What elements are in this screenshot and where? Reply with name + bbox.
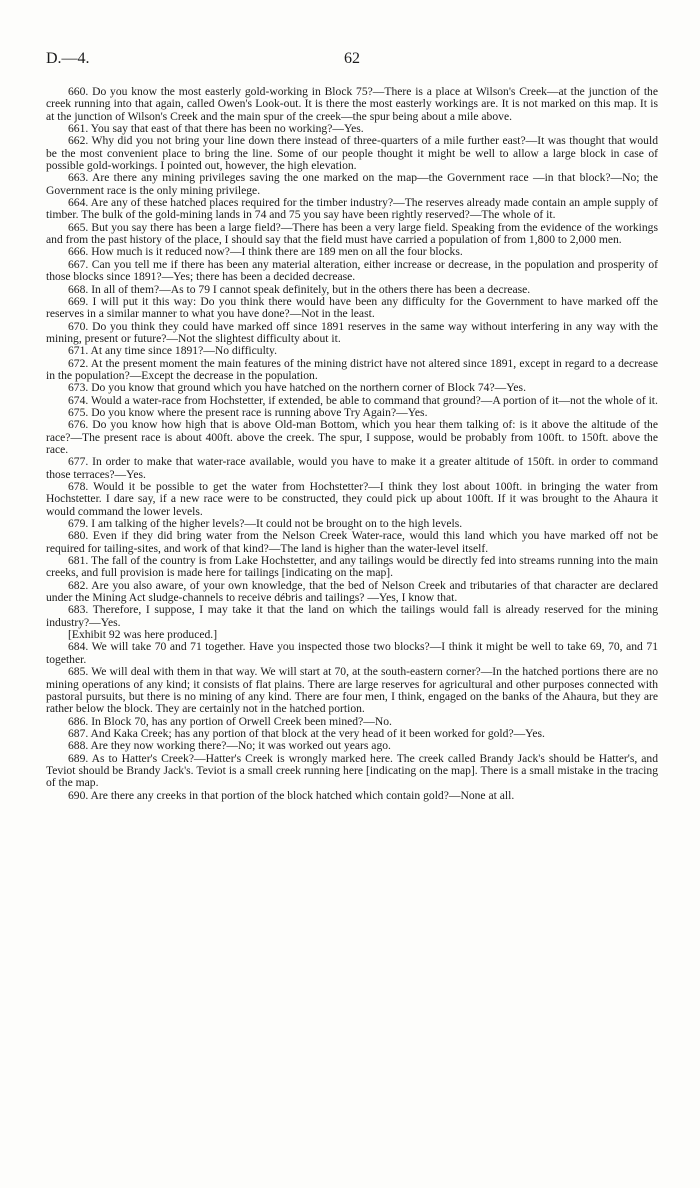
paragraph-665: 665. But you say there has been a large field?—There has been a very large field. Speaking from the evidence of the workings and from the past history of the place, I should say that the field must have carried a population of from 1,800 to 2,000 men. bbox=[46, 220, 658, 247]
page-header bbox=[46, 50, 658, 74]
paragraph-682: 682. Are you also aware, of your own knowledge, that the bed of Nelson Creek and tributaries of that character are declared under the Mining Act sludge-channels to receive débris and tailings? —Yes, I know that. bbox=[46, 578, 658, 605]
document-id: D.—4. bbox=[46, 50, 90, 67]
paragraph-674: 674. Would a water-race from Hochstetter, if extended, be able to command that ground?—A portion of it—not the whole of it. bbox=[68, 393, 658, 407]
paragraph-670: 670. Do you think they could have marked off since 1891 reserves in the same way without interfering in any way with the mining, present or future?—Not the slightest difficulty about it. bbox=[46, 319, 658, 345]
paragraph-673: 673. Do you know that ground which you have hatched on the northern corner of Block 74?—Yes. bbox=[68, 381, 526, 395]
paragraph-662: 662. Why did you not bring your line down there instead of three-quarters of a mile further east?—It was thought that would be the most convenient place to bring the line. Some of our people thought it might be well to allow a large block in case of possible gold-workings. I pointed out, however, the high elevation. bbox=[46, 134, 658, 173]
document-body bbox=[46, 86, 658, 802]
paragraph-664: 664. Are any of these hatched places required for the timber industry?—The reserves already made contain an ample supply of timber. The bulk of the gold-mining lands in 74 and 75 you say have been rightly reserved?—The whole of it. bbox=[46, 196, 658, 222]
paragraph-686: 686. In Block 70, has any portion of Orwell Creek been mined?—No. bbox=[68, 714, 392, 728]
paragraph-688: 688. Are they now working there?—No; it was worked out years ago. bbox=[68, 739, 391, 753]
page-number: 62 bbox=[344, 50, 360, 67]
paragraph-660: 660. Do you know the most easterly gold-working in Block 75?—There is a place at Wilson's Creek—at the junction of the creek running into that again, called Owen's Look-out. It is there the most easterly workings are. It is not marked on this map. It is at the junction of Wilson's Creek and the main spur of the creek—the spur being about a mile above. bbox=[46, 85, 658, 123]
paragraph-690: 690. Are there any creeks in that portion of the block hatched which contain gold?—None at all. bbox=[68, 788, 515, 802]
paragraph-672: 672. At the present moment the main features of the mining district have not altered since 1891, except in regard to a decrease in the population?—Except the decrease in the population. bbox=[46, 356, 658, 382]
paragraph-689: 689. As to Hatter's Creek?—Hatter's Creek is wrongly marked here. The creek called Brandy Jack's should be Hatter's, and Teviot should be Brandy Jack's. Teviot is a small creek running here [indicating on the map]. There is a small mistake in the tracing of the map. bbox=[46, 751, 658, 790]
exhibit-note: [Exhibit 92 was here produced.] bbox=[68, 628, 218, 642]
paragraph-677: 677. In order to make that water-race available, would you have to make it a greater altitude of 150ft. in order to command those terraces?—Yes. bbox=[46, 455, 658, 481]
paragraph-681: 681. The fall of the country is from Lake Hochstetter, and any tailings would be directly fed into streams running into the main creeks, and full provision is made here for tailings [indicating on the map]. bbox=[46, 554, 658, 580]
paragraph-684: 684. We will take 70 and 71 together. Have you inspected those two blocks?—I think it might be well to take 69, 70, and 71 together. bbox=[46, 640, 658, 666]
paragraph-668: 668. In all of them?—As to 79 I cannot speak definitely, but in the others there has been a decrease. bbox=[68, 282, 531, 296]
paragraph-666: 666. How much is it reduced now?—I think there are 189 men on all the four blocks. bbox=[68, 245, 463, 259]
paragraph-671: 671. At any time since 1891?—No difficulty. bbox=[68, 344, 277, 358]
paragraph-675: 675. Do you know where the present race is running above Try Again?—Yes. bbox=[68, 405, 428, 419]
paragraph-687: 687. And Kaka Creek; has any portion of that block at the very head of it been worked for gold?—Yes. bbox=[68, 726, 545, 740]
paragraph-685: 685. We will deal with them in that way. We will start at 70, at the south-eastern corner?—In the hatched portions there are no mining operations of any kind; it consists of flat plains. There are large reserves for agricultural and other purposes connected with pastoral pursuits, but there is no mining of any kind. There are four men, I think, engaged on the banks of the Ahaura, but they are rather below the block. They are certainly not in the hatched portion. bbox=[46, 665, 658, 716]
paragraph-669: 669. I will put it this way: Do you think there would have been any difficulty for the Government to have marked off the reserves in a similar manner to what you have done?—Not in the least. bbox=[46, 294, 658, 321]
paragraph-679: 679. I am talking of the higher levels?—It could not be brought on to the high levels. bbox=[68, 517, 463, 531]
paragraph-667: 667. Can you tell me if there has been any material alteration, either increase or decrease, in the population and prosperity of those blocks since 1891?—Yes; there has been a decided decrease. bbox=[46, 257, 658, 284]
paragraph-676: 676. Do you know how high that is above Old-man Bottom, which you hear them talking of: is it above the altitude of the race?—The present race is about 400ft. above the creek. The spur, I suppose, would be probably from 100ft. to 150ft. above the race. bbox=[46, 418, 658, 456]
paragraph-663: 663. Are there any mining privileges saving the one marked on the map—the Government race —in that block?—No; the Government race is the only mining privilege. bbox=[46, 171, 658, 197]
paragraph-680: 680. Even if they did bring water from the Nelson Creek Water-race, would this land which you have marked off not be required for tailing-sites, and work of that kind?—The land is higher than the water-level itself. bbox=[46, 529, 658, 555]
paragraph-678: 678. Would it be possible to get the water from Hochstetter?—I think they lost about 100ft. in bringing the water from Hochstetter. I dare say, if a new race were to be constructed, they could pick up about 100ft. If it was brought to the Ahaura it would command the lower levels. bbox=[46, 480, 658, 518]
paragraph-661: 661. You say that east of that there has been no working?—Yes. bbox=[68, 122, 364, 136]
paragraph-683: 683. Therefore, I suppose, I may take it that the land on which the tailings would fall is already reserved for the mining industry?—Yes. bbox=[46, 603, 658, 629]
